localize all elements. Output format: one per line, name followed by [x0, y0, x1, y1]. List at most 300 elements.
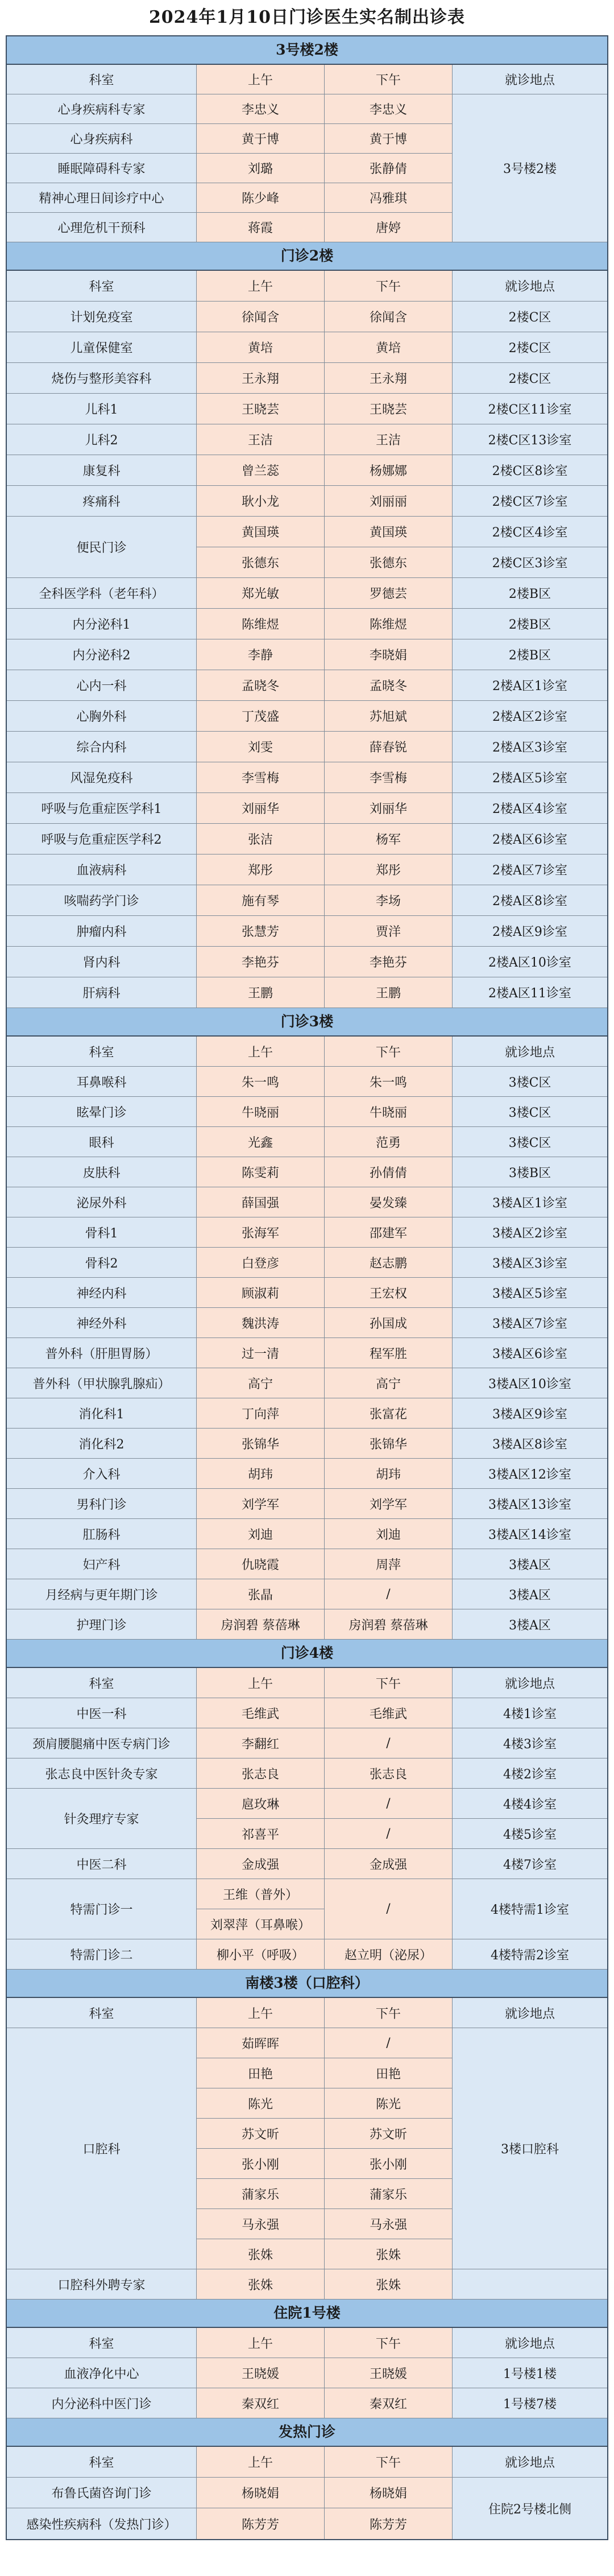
- morning-doctor-cell: 李翻红: [197, 1728, 325, 1758]
- section-grid: [7, 2328, 607, 2418]
- morning-doctor-cell: 薛国强: [197, 1187, 325, 1217]
- department-cell: 护理门诊: [7, 1609, 197, 1640]
- afternoon-doctor-cell: 黄于博: [325, 124, 453, 154]
- afternoon-doctor-cell: /: [325, 2028, 453, 2058]
- morning-doctor-cell: 房润碧 蔡蓓琳: [197, 1609, 325, 1640]
- department-cell: 骨科1: [7, 1217, 197, 1248]
- department-cell: 男科门诊: [7, 1489, 197, 1519]
- department-cell: 康复科: [7, 455, 197, 486]
- afternoon-doctor-cell: 唐婷: [325, 213, 453, 242]
- section-2: [7, 1008, 607, 1640]
- location-cell: 2楼A区4诊室: [453, 793, 607, 824]
- department-cell: 心内一科: [7, 670, 197, 701]
- section-4: [7, 1970, 607, 2300]
- afternoon-doctor-cell: 赵立明（泌尿）: [325, 1939, 453, 1970]
- department-cell: 口腔科: [7, 2028, 197, 2269]
- department-cell: 颈肩腰腿痛中医专病门诊: [7, 1728, 197, 1758]
- morning-doctor-cell: 蒲家乐: [197, 2179, 325, 2209]
- department-cell: 疼痛科: [7, 486, 197, 517]
- afternoon-doctor-cell: 刘丽丽: [325, 486, 453, 517]
- location-cell: 2楼A区5诊室: [453, 762, 607, 793]
- afternoon-doctor-cell: 王鹏: [325, 977, 453, 1008]
- morning-doctor-cell: 曾兰蕊: [197, 455, 325, 486]
- section-header: 门诊3楼: [7, 1008, 607, 1037]
- morning-doctor-cell: 魏洪涛: [197, 1308, 325, 1338]
- morning-doctor-cell: 蒋霞: [197, 213, 325, 242]
- department-cell: 儿科1: [7, 394, 197, 424]
- location-cell: 3楼A区1诊室: [453, 1187, 607, 1217]
- morning-doctor-cell: 刘雯: [197, 732, 325, 762]
- morning-doctor-cell: 丁向萍: [197, 1398, 325, 1429]
- morning-doctor-cell: 徐闻含: [197, 302, 325, 332]
- column-header-am: 上午: [197, 271, 325, 302]
- location-cell: 2楼C区3诊室: [453, 547, 607, 578]
- department-cell: 心胸外科: [7, 701, 197, 732]
- afternoon-doctor-cell: 胡玮: [325, 1459, 453, 1489]
- column-header-loc: 就诊地点: [453, 1668, 607, 1698]
- location-cell: 2楼B区: [453, 609, 607, 639]
- department-cell: 眩晕门诊: [7, 1097, 197, 1127]
- location-cell: 3楼C区: [453, 1067, 607, 1097]
- department-cell: 普外科（甲状腺乳腺疝）: [7, 1368, 197, 1398]
- department-cell: 心身疾病科专家: [7, 94, 197, 124]
- morning-doctor-cell: 王鹏: [197, 977, 325, 1008]
- department-cell: 内分泌科2: [7, 639, 197, 670]
- afternoon-doctor-cell: 苏旭斌: [325, 701, 453, 732]
- afternoon-doctor-cell: 孙倩倩: [325, 1157, 453, 1187]
- afternoon-doctor-cell: 杨晓娟: [325, 2478, 453, 2508]
- column-header-loc: 就诊地点: [453, 2447, 607, 2478]
- morning-doctor-cell: 李雪梅: [197, 762, 325, 793]
- afternoon-doctor-cell: 毛维武: [325, 1698, 453, 1728]
- column-header-dept: 科室: [7, 2447, 197, 2478]
- morning-doctor-cell: 毛维武: [197, 1698, 325, 1728]
- morning-doctor-cell: 李静: [197, 639, 325, 670]
- morning-doctor-cell: 郑光敏: [197, 578, 325, 609]
- afternoon-doctor-cell: 贾洋: [325, 916, 453, 947]
- location-cell: 2楼C区11诊室: [453, 394, 607, 424]
- column-header-dept: 科室: [7, 1998, 197, 2028]
- morning-doctor-cell: 王维（普外）: [197, 1879, 325, 1909]
- afternoon-doctor-cell: 黄培: [325, 332, 453, 363]
- morning-doctor-cell: 田艳: [197, 2058, 325, 2088]
- column-header-loc: 就诊地点: [453, 271, 607, 302]
- department-cell: 血液净化中心: [7, 2358, 197, 2388]
- department-cell: 介入科: [7, 1459, 197, 1489]
- afternoon-doctor-cell: /: [325, 1819, 453, 1849]
- location-cell: 2楼C区4诊室: [453, 517, 607, 547]
- location-cell: 4楼5诊室: [453, 1819, 607, 1849]
- afternoon-doctor-cell: 李晓娟: [325, 639, 453, 670]
- location-cell: 2楼C区13诊室: [453, 424, 607, 455]
- column-header-pm: 下午: [325, 1998, 453, 2028]
- morning-doctor-cell: 黄培: [197, 332, 325, 363]
- afternoon-doctor-cell: 徐闻含: [325, 302, 453, 332]
- morning-doctor-cell: 张志良: [197, 1758, 325, 1789]
- afternoon-doctor-cell: 田艳: [325, 2058, 453, 2088]
- morning-doctor-cell: 丁茂盛: [197, 701, 325, 732]
- afternoon-doctor-cell: 张志良: [325, 1758, 453, 1789]
- department-cell: 咳喘药学门诊: [7, 885, 197, 916]
- column-header-pm: 下午: [325, 1668, 453, 1698]
- department-cell: 特需门诊二: [7, 1939, 197, 1970]
- location-cell: 2楼A区11诊室: [453, 977, 607, 1008]
- location-cell: 2楼A区1诊室: [453, 670, 607, 701]
- location-cell: 4楼2诊室: [453, 1758, 607, 1789]
- morning-doctor-cell: 祁喜平: [197, 1819, 325, 1849]
- department-cell: 张志良中医针灸专家: [7, 1758, 197, 1789]
- department-cell: 肾内科: [7, 947, 197, 977]
- afternoon-doctor-cell: 陈芳芳: [325, 2508, 453, 2539]
- location-cell: 3楼A区5诊室: [453, 1278, 607, 1308]
- department-cell: 中医二科: [7, 1849, 197, 1879]
- column-header-loc: 就诊地点: [453, 65, 607, 94]
- afternoon-doctor-cell: 李忠义: [325, 94, 453, 124]
- morning-doctor-cell: 陈少峰: [197, 183, 325, 213]
- location-cell: 3楼A区12诊室: [453, 1459, 607, 1489]
- section-3: [7, 1640, 607, 1970]
- location-cell: 3号楼2楼: [453, 94, 607, 242]
- morning-doctor-cell: 张姝: [197, 2239, 325, 2269]
- afternoon-doctor-cell: 张锦华: [325, 1429, 453, 1459]
- section-grid: [7, 65, 607, 242]
- morning-doctor-cell: 陈雯莉: [197, 1157, 325, 1187]
- morning-doctor-cell: 张姝: [197, 2269, 325, 2300]
- afternoon-doctor-cell: 邵建军: [325, 1217, 453, 1248]
- department-cell: 普外科（肝胆胃肠）: [7, 1338, 197, 1368]
- department-cell: 心理危机干预科: [7, 213, 197, 242]
- afternoon-doctor-cell: 罗德芸: [325, 578, 453, 609]
- location-cell: 3楼A区6诊室: [453, 1338, 607, 1368]
- location-cell: 2楼C区: [453, 302, 607, 332]
- section-grid: [7, 1668, 607, 1970]
- morning-doctor-cell: 王洁: [197, 424, 325, 455]
- department-cell: 烧伤与整形美容科: [7, 363, 197, 394]
- location-cell: 1号楼7楼: [453, 2388, 607, 2418]
- department-cell: 神经外科: [7, 1308, 197, 1338]
- column-header-am: 上午: [197, 1668, 325, 1698]
- location-cell: 3楼A区10诊室: [453, 1368, 607, 1398]
- afternoon-doctor-cell: 冯雅琪: [325, 183, 453, 213]
- location-cell: 3楼A区: [453, 1579, 607, 1609]
- morning-doctor-cell: 杨晓娟: [197, 2478, 325, 2508]
- department-cell: 儿科2: [7, 424, 197, 455]
- location-cell: 2楼A区2诊室: [453, 701, 607, 732]
- morning-doctor-cell: 光鑫: [197, 1127, 325, 1157]
- column-header-loc: 就诊地点: [453, 1998, 607, 2028]
- afternoon-doctor-cell: 房润碧 蔡蓓琳: [325, 1609, 453, 1640]
- morning-doctor-cell: 黄于博: [197, 124, 325, 154]
- afternoon-doctor-cell: 程军胜: [325, 1338, 453, 1368]
- afternoon-doctor-cell: 薛春锐: [325, 732, 453, 762]
- location-cell: [453, 2269, 607, 2300]
- location-cell: 2楼A区3诊室: [453, 732, 607, 762]
- department-cell: 呼吸与危重症医学科1: [7, 793, 197, 824]
- department-cell: 睡眠障碍科专家: [7, 154, 197, 183]
- location-cell: 4楼特需2诊室: [453, 1939, 607, 1970]
- location-cell: 住院2号楼北侧: [453, 2478, 607, 2539]
- department-cell: 内分泌科中医门诊: [7, 2388, 197, 2418]
- afternoon-doctor-cell: 牛晓丽: [325, 1097, 453, 1127]
- morning-doctor-cell: 刘迪: [197, 1519, 325, 1549]
- afternoon-doctor-cell: 刘学军: [325, 1489, 453, 1519]
- afternoon-doctor-cell: 刘迪: [325, 1519, 453, 1549]
- location-cell: 3楼B区: [453, 1157, 607, 1187]
- afternoon-doctor-cell: /: [325, 1579, 453, 1609]
- location-cell: 3楼A区: [453, 1549, 607, 1579]
- morning-doctor-cell: 陈芳芳: [197, 2508, 325, 2539]
- section-grid: [7, 2447, 607, 2539]
- column-header-pm: 下午: [325, 2328, 453, 2358]
- afternoon-doctor-cell: 郑彤: [325, 854, 453, 885]
- location-cell: 2楼A区8诊室: [453, 885, 607, 916]
- section-1: [7, 242, 607, 1008]
- morning-doctor-cell: 秦双红: [197, 2388, 325, 2418]
- afternoon-doctor-cell: 刘丽华: [325, 793, 453, 824]
- department-cell: 计划免疫室: [7, 302, 197, 332]
- department-cell: 针灸理疗专家: [7, 1789, 197, 1849]
- afternoon-doctor-cell: 杨娜娜: [325, 455, 453, 486]
- morning-doctor-cell: 顾淑莉: [197, 1278, 325, 1308]
- department-cell: 精神心理日间诊疗中心: [7, 183, 197, 213]
- location-cell: 3楼A区8诊室: [453, 1429, 607, 1459]
- department-cell: 感染性疾病科（发热门诊）: [7, 2508, 197, 2539]
- section-header: 门诊4楼: [7, 1640, 607, 1668]
- location-cell: 2楼A区10诊室: [453, 947, 607, 977]
- morning-doctor-cell: 张德东: [197, 547, 325, 578]
- morning-doctor-cell: 朱一鸣: [197, 1067, 325, 1097]
- location-cell: 4楼4诊室: [453, 1789, 607, 1819]
- afternoon-doctor-cell: /: [325, 1728, 453, 1758]
- morning-doctor-cell: 施有琴: [197, 885, 325, 916]
- section-grid: [7, 1998, 607, 2300]
- afternoon-doctor-cell: 王宏权: [325, 1278, 453, 1308]
- section-header: 门诊2楼: [7, 242, 607, 271]
- department-cell: 便民门诊: [7, 517, 197, 578]
- afternoon-doctor-cell: 张小刚: [325, 2149, 453, 2179]
- location-cell: 3楼A区3诊室: [453, 1248, 607, 1278]
- location-cell: 4楼7诊室: [453, 1849, 607, 1879]
- schedule-table: [6, 35, 608, 2540]
- column-header-pm: 下午: [325, 1037, 453, 1067]
- morning-doctor-cell: 刘学军: [197, 1489, 325, 1519]
- morning-doctor-cell: 柳小平（呼吸）: [197, 1939, 325, 1970]
- morning-doctor-cell: 张小刚: [197, 2149, 325, 2179]
- section-header: 3号楼2楼: [7, 36, 607, 65]
- department-cell: 肝病科: [7, 977, 197, 1008]
- morning-doctor-cell: 白登彦: [197, 1248, 325, 1278]
- morning-doctor-cell: 高宁: [197, 1368, 325, 1398]
- afternoon-doctor-cell: 金成强: [325, 1849, 453, 1879]
- column-header-am: 上午: [197, 1037, 325, 1067]
- afternoon-doctor-cell: 张姝: [325, 2239, 453, 2269]
- afternoon-doctor-cell: /: [325, 1789, 453, 1819]
- afternoon-doctor-cell: 孙国成: [325, 1308, 453, 1338]
- afternoon-doctor-cell: 马永强: [325, 2209, 453, 2239]
- morning-doctor-cell: 过一清: [197, 1338, 325, 1368]
- morning-doctor-cell: 张海军: [197, 1217, 325, 1248]
- morning-doctor-cell: 陈维煜: [197, 609, 325, 639]
- location-cell: 2楼C区8诊室: [453, 455, 607, 486]
- location-cell: 2楼C区: [453, 332, 607, 363]
- morning-doctor-cell: 刘璐: [197, 154, 325, 183]
- morning-doctor-cell: 李艳芬: [197, 947, 325, 977]
- section-grid: [7, 1037, 607, 1640]
- column-header-am: 上午: [197, 1998, 325, 2028]
- afternoon-doctor-cell: 王晓媛: [325, 2358, 453, 2388]
- location-cell: 2楼C区: [453, 363, 607, 394]
- department-cell: 呼吸与危重症医学科2: [7, 824, 197, 854]
- morning-doctor-cell: 陈光: [197, 2088, 325, 2119]
- location-cell: 2楼A区9诊室: [453, 916, 607, 947]
- department-cell: 肛肠科: [7, 1519, 197, 1549]
- column-header-pm: 下午: [325, 2447, 453, 2478]
- department-cell: 血液病科: [7, 854, 197, 885]
- department-cell: 消化科2: [7, 1429, 197, 1459]
- department-cell: 中医一科: [7, 1698, 197, 1728]
- morning-doctor-cell: 茹晖晖: [197, 2028, 325, 2058]
- location-cell: 3楼C区: [453, 1127, 607, 1157]
- morning-doctor-cell: 黄国瑛: [197, 517, 325, 547]
- department-cell: 妇产科: [7, 1549, 197, 1579]
- department-cell: 月经病与更年期门诊: [7, 1579, 197, 1609]
- department-cell: 皮肤科: [7, 1157, 197, 1187]
- afternoon-doctor-cell: 李艳芬: [325, 947, 453, 977]
- column-header-am: 上午: [197, 65, 325, 94]
- department-cell: 肿瘤内科: [7, 916, 197, 947]
- column-header-dept: 科室: [7, 1668, 197, 1698]
- afternoon-doctor-cell: 李场: [325, 885, 453, 916]
- afternoon-doctor-cell: 张富花: [325, 1398, 453, 1429]
- morning-doctor-cell: 王晓媛: [197, 2358, 325, 2388]
- section-header: 发热门诊: [7, 2418, 607, 2447]
- location-cell: 2楼A区6诊室: [453, 824, 607, 854]
- morning-doctor-cell: 胡玮: [197, 1459, 325, 1489]
- morning-doctor-cell: 孟晓冬: [197, 670, 325, 701]
- afternoon-doctor-cell: 杨军: [325, 824, 453, 854]
- morning-doctor-cell: 王永翔: [197, 363, 325, 394]
- section-5: [7, 2300, 607, 2418]
- department-cell: 综合内科: [7, 732, 197, 762]
- afternoon-doctor-cell: 陈光: [325, 2088, 453, 2119]
- afternoon-doctor-cell: 蒲家乐: [325, 2179, 453, 2209]
- column-header-dept: 科室: [7, 271, 197, 302]
- afternoon-doctor-cell: 王洁: [325, 424, 453, 455]
- department-cell: 口腔科外聘专家: [7, 2269, 197, 2300]
- department-cell: 消化科1: [7, 1398, 197, 1429]
- morning-doctor-cell: 仇晓霞: [197, 1549, 325, 1579]
- location-cell: 2楼B区: [453, 578, 607, 609]
- afternoon-doctor-cell: 黄国瑛: [325, 517, 453, 547]
- column-header-dept: 科室: [7, 1037, 197, 1067]
- section-grid: [7, 271, 607, 1008]
- location-cell: 3楼A区14诊室: [453, 1519, 607, 1549]
- location-cell: 3楼C区: [453, 1097, 607, 1127]
- department-cell: 内分泌科1: [7, 609, 197, 639]
- afternoon-doctor-cell: 高宁: [325, 1368, 453, 1398]
- location-cell: 3楼口腔科: [453, 2028, 607, 2269]
- morning-doctor-cell: 张慧芳: [197, 916, 325, 947]
- afternoon-doctor-cell: 孟晓冬: [325, 670, 453, 701]
- department-cell: 风湿免疫科: [7, 762, 197, 793]
- afternoon-doctor-cell: 晏发臻: [325, 1187, 453, 1217]
- afternoon-doctor-cell: 范勇: [325, 1127, 453, 1157]
- afternoon-doctor-cell: 张姝: [325, 2269, 453, 2300]
- section-0: [7, 36, 607, 242]
- morning-doctor-cell: 张锦华: [197, 1429, 325, 1459]
- morning-doctor-cell: 耿小龙: [197, 486, 325, 517]
- morning-doctor-cell: 苏文昕: [197, 2119, 325, 2149]
- location-cell: 3楼A区: [453, 1609, 607, 1640]
- afternoon-doctor-cell: 朱一鸣: [325, 1067, 453, 1097]
- section-header: 南楼3楼（口腔科）: [7, 1970, 607, 1998]
- location-cell: 2楼B区: [453, 639, 607, 670]
- location-cell: 4楼特需1诊室: [453, 1879, 607, 1939]
- afternoon-doctor-cell: 赵志鹏: [325, 1248, 453, 1278]
- morning-doctor-cell: 郑彤: [197, 854, 325, 885]
- location-cell: 3楼A区9诊室: [453, 1398, 607, 1429]
- column-header-dept: 科室: [7, 2328, 197, 2358]
- morning-doctor-cell: 张洁: [197, 824, 325, 854]
- morning-doctor-cell: 李忠义: [197, 94, 325, 124]
- afternoon-doctor-cell: 李雪梅: [325, 762, 453, 793]
- location-cell: 3楼A区2诊室: [453, 1217, 607, 1248]
- morning-doctor-cell: 刘翠萍（耳鼻喉）: [197, 1909, 325, 1939]
- afternoon-doctor-cell: 苏文昕: [325, 2119, 453, 2149]
- afternoon-doctor-cell: 秦双红: [325, 2388, 453, 2418]
- location-cell: 4楼1诊室: [453, 1698, 607, 1728]
- column-header-dept: 科室: [7, 65, 197, 94]
- afternoon-doctor-cell: 王永翔: [325, 363, 453, 394]
- morning-doctor-cell: 张晶: [197, 1579, 325, 1609]
- afternoon-doctor-cell: 陈维煜: [325, 609, 453, 639]
- department-cell: 特需门诊一: [7, 1879, 197, 1939]
- morning-doctor-cell: 刘丽华: [197, 793, 325, 824]
- department-cell: 眼科: [7, 1127, 197, 1157]
- column-header-am: 上午: [197, 2447, 325, 2478]
- department-cell: 心身疾病科: [7, 124, 197, 154]
- column-header-pm: 下午: [325, 65, 453, 94]
- morning-doctor-cell: 马永强: [197, 2209, 325, 2239]
- department-cell: 全科医学科（老年科）: [7, 578, 197, 609]
- column-header-loc: 就诊地点: [453, 1037, 607, 1067]
- department-cell: 泌尿外科: [7, 1187, 197, 1217]
- page-title: 2024年1月10日门诊医生实名制出诊表: [148, 7, 466, 27]
- department-cell: 耳鼻喉科: [7, 1067, 197, 1097]
- morning-doctor-cell: 扈玫琳: [197, 1789, 325, 1819]
- location-cell: 2楼A区7诊室: [453, 854, 607, 885]
- afternoon-doctor-cell: 王晓芸: [325, 394, 453, 424]
- morning-doctor-cell: 金成强: [197, 1849, 325, 1879]
- column-header-am: 上午: [197, 2328, 325, 2358]
- department-cell: 儿童保健室: [7, 332, 197, 363]
- department-cell: 神经内科: [7, 1278, 197, 1308]
- afternoon-doctor-cell: 周萍: [325, 1549, 453, 1579]
- location-cell: 4楼3诊室: [453, 1728, 607, 1758]
- section-6: [7, 2418, 607, 2539]
- department-cell: 骨科2: [7, 1248, 197, 1278]
- section-header: 住院1号楼: [7, 2300, 607, 2328]
- morning-doctor-cell: 牛晓丽: [197, 1097, 325, 1127]
- column-header-loc: 就诊地点: [453, 2328, 607, 2358]
- location-cell: 2楼C区7诊室: [453, 486, 607, 517]
- afternoon-doctor-cell: 张德东: [325, 547, 453, 578]
- afternoon-doctor-cell: /: [325, 1879, 453, 1939]
- location-cell: 1号楼1楼: [453, 2358, 607, 2388]
- column-header-pm: 下午: [325, 271, 453, 302]
- location-cell: 3楼A区13诊室: [453, 1489, 607, 1519]
- morning-doctor-cell: 王晓芸: [197, 394, 325, 424]
